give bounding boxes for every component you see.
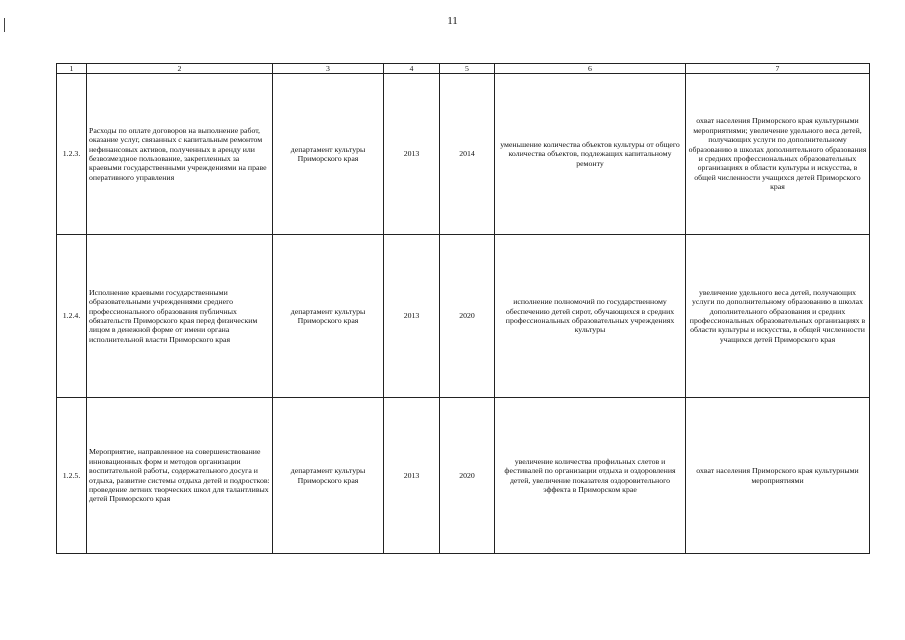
start-year: 2013 xyxy=(384,74,440,235)
indicator: охват населения Приморского края культурными мероприятиями; увеличение удельного веса детей, получающих услуги по дополнительному образованию в школах дополнительного образования и средних профессиональных образовательных организациях в области культуры и искусства, в общей численности учащихся детей Приморского края xyxy=(686,74,870,235)
column-header: 6 xyxy=(495,64,686,74)
column-header: 3 xyxy=(273,64,384,74)
row-number: 1.2.3. xyxy=(57,74,87,235)
end-year: 2020 xyxy=(440,398,495,554)
start-year: 2013 xyxy=(384,398,440,554)
expected-result: уменьшение количества объектов культуры от общего количества объектов, подлежащих капитальному ремонту xyxy=(495,74,686,235)
program-table xyxy=(56,63,870,554)
table-row xyxy=(57,398,870,554)
column-header: 4 xyxy=(384,64,440,74)
indicator: увеличение удельного веса детей, получающих услуги по дополнительному образованию в школах дополнительного образования и средних профессиональных образовательных организациях в области культуры и искусства, в общей численности учащихся детей Приморского края xyxy=(686,235,870,398)
indicator: охват населения Приморского края культурными мероприятиями xyxy=(686,398,870,554)
column-header: 5 xyxy=(440,64,495,74)
column-header: 2 xyxy=(87,64,273,74)
page-number: 11 xyxy=(447,15,458,27)
executor: департамент культуры Приморского края xyxy=(273,398,384,554)
executor: департамент культуры Приморского края xyxy=(273,235,384,398)
header-row xyxy=(57,64,870,74)
row-number: 1.2.4. xyxy=(57,235,87,398)
executor: департамент культуры Приморского края xyxy=(273,74,384,235)
end-year: 2020 xyxy=(440,235,495,398)
column-header: 7 xyxy=(686,64,870,74)
table-row xyxy=(57,235,870,398)
start-year: 2013 xyxy=(384,235,440,398)
row-number: 1.2.5. xyxy=(57,398,87,554)
column-header: 1 xyxy=(57,64,87,74)
expected-result: исполнение полномочий по государственному обеспечению детей сирот, обучающихся в средних профессиональных образовательных учреждениях культуры xyxy=(495,235,686,398)
activity-name: Мероприятие, направленное на совершенствование инновационных форм и методов организации воспитательной работы, содержательного досуга и отдыха, развитие системы отдыха детей и подростков: проведение летних творческих школ для талантливых детей Приморского края xyxy=(87,398,273,554)
activity-name: Расходы по оплате договоров на выполнение работ, оказание услуг, связанных с капитальным ремонтом нефинансовых активов, полученных в аренду или безвозмездное пользование, закрепленных за краевыми государственными учреждениями на праве оперативного управления xyxy=(87,74,273,235)
table-row xyxy=(57,74,870,235)
end-year: 2014 xyxy=(440,74,495,235)
expected-result: увеличение количества профильных слетов и фестивалей по организации отдыха и оздоровления детей, увеличение показателя оздоровительного эффекта в Приморском крае xyxy=(495,398,686,554)
activity-name: Исполнение краевыми государственными образовательными учреждениями среднего профессионального образования публичных обязательств Приморского края перед физическим лицом в денежной форме от имени органа исполнительной власти Приморского края xyxy=(87,235,273,398)
